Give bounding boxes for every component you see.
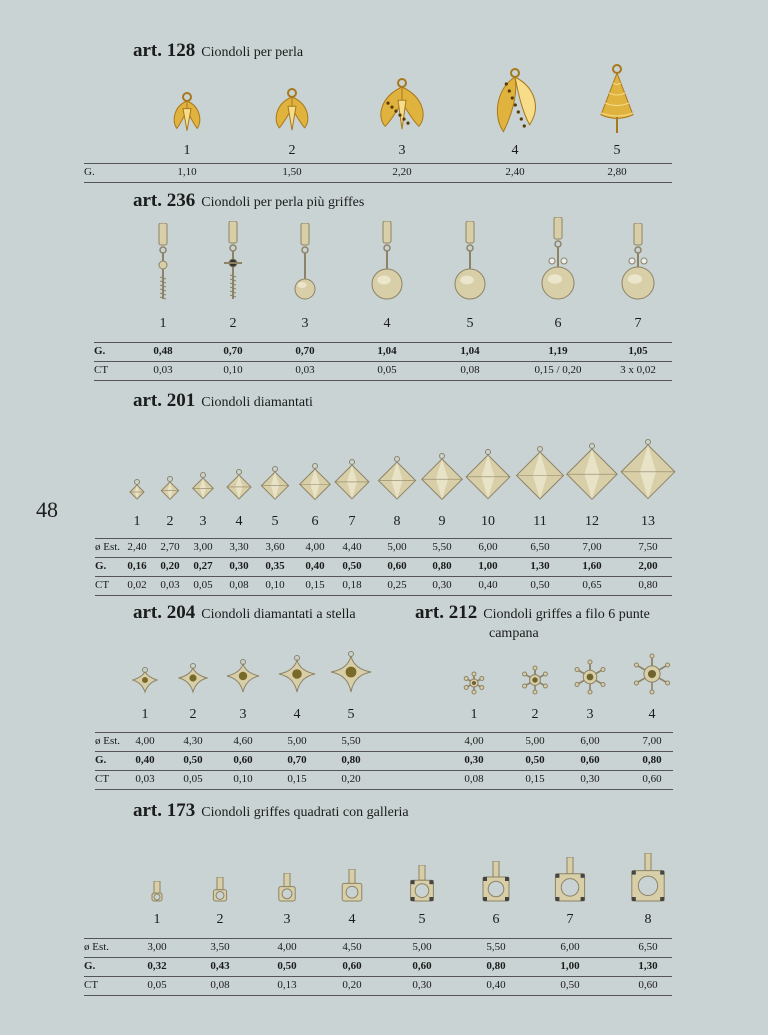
spec-cell: 0,60 xyxy=(642,773,662,785)
item-number: 1 xyxy=(133,514,141,529)
spec-cell: 0,03 xyxy=(160,579,180,591)
pendant-image xyxy=(259,465,290,505)
spec-cell: 7,50 xyxy=(638,541,658,553)
spec-cell: 6,00 xyxy=(580,735,600,747)
spec-cell: 4,40 xyxy=(342,541,362,553)
item-number: 4 xyxy=(348,912,356,927)
item-number: 2 xyxy=(288,143,296,158)
spec-row xyxy=(95,752,673,771)
spec-cell: 0,03 xyxy=(295,364,315,376)
spec-cell: 0,80 xyxy=(486,960,506,972)
spec-cell: 0,50 xyxy=(525,754,545,766)
spec-cell: 0,15 xyxy=(525,773,545,785)
pendant-image xyxy=(191,471,216,505)
spec-cell: 4,00 xyxy=(135,735,155,747)
spec-cell: 0,10 xyxy=(223,364,243,376)
spec-cell: 0,30 xyxy=(412,979,432,991)
spec-cell: 7,00 xyxy=(582,541,602,553)
section-title-212 xyxy=(415,602,650,624)
pendant-image xyxy=(340,869,364,910)
spec-cell: 4,60 xyxy=(233,735,253,747)
pendant-image xyxy=(150,881,164,910)
spec-cell: 0,50 xyxy=(530,579,550,591)
spec-cell: 2,40 xyxy=(127,541,147,553)
spec-cell: 0,60 xyxy=(638,979,658,991)
spec-table xyxy=(95,732,673,790)
spec-cell: 5,00 xyxy=(387,541,407,553)
spec-cell: 0,40 xyxy=(486,979,506,991)
spec-table xyxy=(84,938,672,996)
item-number: 3 xyxy=(199,514,207,529)
row-label: CT xyxy=(95,579,110,591)
spec-row xyxy=(84,958,672,977)
row-label: CT xyxy=(84,979,99,991)
spec-cell: 0,65 xyxy=(582,579,602,591)
item-number: 5 xyxy=(271,514,279,529)
art-number: art. 204 xyxy=(133,602,196,623)
pendant-image xyxy=(128,478,146,505)
spec-cell: 0,30 xyxy=(432,579,452,591)
row-label: G. xyxy=(95,560,107,572)
pendant-image xyxy=(520,665,550,700)
spec-cell: 0,18 xyxy=(342,579,362,591)
spec-cell: 0,05 xyxy=(147,979,167,991)
pendant-image xyxy=(159,475,180,505)
item-number: 4 xyxy=(383,316,391,331)
spec-cell: 1,00 xyxy=(560,960,580,972)
item-number: 3 xyxy=(283,912,291,927)
item-number: 11 xyxy=(533,514,547,529)
art-description-line2: campana xyxy=(489,626,539,641)
row-label: ø Est. xyxy=(95,541,121,553)
spec-cell: 0,08 xyxy=(210,979,230,991)
art-number: art. 212 xyxy=(415,602,478,623)
spec-cell: 0,50 xyxy=(277,960,297,972)
item-number: 5 xyxy=(418,912,426,927)
spec-cell: 3,30 xyxy=(229,541,249,553)
spec-row xyxy=(84,939,672,958)
spec-row xyxy=(95,539,672,558)
pendant-image xyxy=(225,468,253,505)
pendant-image xyxy=(481,861,511,910)
item-number: 4 xyxy=(235,514,243,529)
section-title-201 xyxy=(133,390,313,412)
spec-cell: 4,00 xyxy=(277,941,297,953)
spec-cell: 5,50 xyxy=(486,941,506,953)
pendant-image xyxy=(539,217,577,308)
item-number: 4 xyxy=(293,707,301,722)
spec-cell: 3,50 xyxy=(210,941,230,953)
spec-cell: 1,50 xyxy=(282,166,302,178)
item-number: 1 xyxy=(153,912,161,927)
item-number: 2 xyxy=(229,316,237,331)
pendant-image xyxy=(515,445,566,505)
pendant-image xyxy=(333,458,371,505)
spec-cell: 1,10 xyxy=(177,166,197,178)
spec-cell: 0,40 xyxy=(305,560,325,572)
spec-cell: 5,00 xyxy=(287,735,307,747)
spec-cell: 0,30 xyxy=(464,754,484,766)
spec-cell: 2,00 xyxy=(638,560,658,572)
spec-cell: 3,60 xyxy=(265,541,285,553)
spec-cell: 0,60 xyxy=(412,960,432,972)
pendant-image xyxy=(178,663,208,700)
item-number: 10 xyxy=(481,514,495,529)
row-label: CT xyxy=(95,773,110,785)
item-number: 8 xyxy=(644,912,652,927)
pendant-image xyxy=(620,223,656,308)
spec-cell: 0,08 xyxy=(460,364,480,376)
spec-row xyxy=(95,577,672,596)
spec-cell: 0,70 xyxy=(223,345,243,357)
pendant-image xyxy=(462,671,486,700)
spec-cell: 0,50 xyxy=(183,754,203,766)
item-number: 6 xyxy=(311,514,319,529)
row-label: G. xyxy=(95,754,107,766)
spec-cell: 0,05 xyxy=(183,773,203,785)
spec-cell: 0,32 xyxy=(147,960,167,972)
spec-row xyxy=(84,164,672,183)
item-number: 6 xyxy=(492,912,500,927)
spec-cell: 6,00 xyxy=(560,941,580,953)
spec-table xyxy=(94,342,672,381)
pendant-image xyxy=(277,873,297,910)
pendant-image xyxy=(271,87,313,140)
pendant-image xyxy=(464,448,512,505)
spec-cell: 5,50 xyxy=(341,735,361,747)
spec-cell: 0,50 xyxy=(560,979,580,991)
section-title-204 xyxy=(133,602,356,624)
spec-cell: 3,00 xyxy=(193,541,213,553)
item-number: 8 xyxy=(393,514,401,529)
row-label: G. xyxy=(84,166,95,178)
pendant-image xyxy=(630,853,666,910)
spec-cell: 4,50 xyxy=(342,941,362,953)
spec-cell: 0,03 xyxy=(135,773,155,785)
art-number: art. 201 xyxy=(133,390,196,411)
pendant-image xyxy=(222,221,244,308)
spec-cell: 2,70 xyxy=(160,541,180,553)
item-number: 2 xyxy=(189,707,197,722)
spec-cell: 0,15 xyxy=(305,579,325,591)
item-number: 7 xyxy=(566,912,574,927)
spec-cell: 0,15 / 0,20 xyxy=(534,364,582,376)
item-number: 2 xyxy=(216,912,224,927)
item-number: 5 xyxy=(347,707,355,722)
spec-cell: 0,25 xyxy=(387,579,407,591)
pendant-image xyxy=(298,462,333,506)
spec-row xyxy=(94,343,672,362)
spec-cell: 5,00 xyxy=(412,941,432,953)
row-label: CT xyxy=(94,364,109,376)
pendant-image xyxy=(374,77,430,140)
item-number: 4 xyxy=(511,143,519,158)
spec-cell: 0,30 xyxy=(580,773,600,785)
spec-cell: 3,00 xyxy=(147,941,167,953)
pendant-image xyxy=(226,659,260,700)
spec-cell: 0,35 xyxy=(265,560,285,572)
pendant-image xyxy=(565,442,619,505)
spec-cell: 0,10 xyxy=(233,773,253,785)
spec-cell: 5,00 xyxy=(525,735,545,747)
pendant-image xyxy=(619,438,677,505)
page-number: 48 xyxy=(36,497,58,522)
item-number: 3 xyxy=(239,707,247,722)
pendant-image xyxy=(211,877,228,910)
section-title-173 xyxy=(133,800,409,822)
spec-cell: 0,15 xyxy=(287,773,307,785)
art-description: Ciondoli per perla xyxy=(201,45,304,60)
spec-cell: 0,40 xyxy=(478,579,498,591)
spec-cell: 1,30 xyxy=(530,560,550,572)
pendant-image xyxy=(420,452,464,505)
spec-cell: 2,80 xyxy=(607,166,627,178)
pendant-image xyxy=(409,865,436,910)
spec-cell: 0,13 xyxy=(277,979,297,991)
spec-table xyxy=(95,538,672,596)
spec-cell: 0,03 xyxy=(153,364,173,376)
item-number: 3 xyxy=(301,316,309,331)
spec-cell: 0,70 xyxy=(287,754,307,766)
spec-cell: 0,30 xyxy=(229,560,249,572)
spec-cell: 4,00 xyxy=(464,735,484,747)
pendant-image xyxy=(170,91,204,140)
spec-cell: 6,00 xyxy=(478,541,498,553)
item-number: 1 xyxy=(159,316,167,331)
spec-cell: 0,20 xyxy=(160,560,180,572)
spec-cell: 1,05 xyxy=(628,345,648,357)
item-number: 7 xyxy=(348,514,356,529)
spec-cell: 0,80 xyxy=(432,560,452,572)
spec-cell: 0,60 xyxy=(233,754,253,766)
spec-cell: 0,08 xyxy=(464,773,484,785)
pendant-image xyxy=(132,667,158,700)
spec-cell: 1,04 xyxy=(377,345,397,357)
art-description: Ciondoli diamantati a stella xyxy=(201,607,356,622)
spec-cell: 2,40 xyxy=(505,166,525,178)
row-label: ø Est. xyxy=(95,735,121,747)
spec-cell: 0,48 xyxy=(153,345,173,357)
spec-row xyxy=(95,558,672,577)
pendant-image xyxy=(370,221,404,308)
pendant-image xyxy=(572,659,608,700)
spec-cell: 0,43 xyxy=(210,960,230,972)
spec-cell: 0,02 xyxy=(127,579,147,591)
art-description: Ciondoli griffes quadrati con galleria xyxy=(201,805,409,820)
item-number: 1 xyxy=(141,707,149,722)
spec-cell: 1,04 xyxy=(460,345,480,357)
spec-cell: 0,05 xyxy=(377,364,397,376)
spec-cell: 0,16 xyxy=(127,560,147,572)
spec-cell: 3 x 0,02 xyxy=(620,364,656,376)
spec-cell: 7,00 xyxy=(642,735,662,747)
section-title-128 xyxy=(133,40,303,62)
item-number: 6 xyxy=(554,316,562,331)
item-number: 13 xyxy=(641,514,655,529)
spec-cell: 0,27 xyxy=(193,560,213,572)
spec-cell: 1,60 xyxy=(582,560,602,572)
spec-cell: 2,20 xyxy=(392,166,412,178)
pendant-image xyxy=(376,455,417,505)
spec-cell: 0,08 xyxy=(229,579,249,591)
spec-cell: 0,40 xyxy=(135,754,155,766)
art-number: art. 236 xyxy=(133,190,196,211)
spec-cell: 0,10 xyxy=(265,579,285,591)
spec-table xyxy=(84,163,672,183)
section-title-236 xyxy=(133,190,364,212)
art-number: art. 173 xyxy=(133,800,196,821)
spec-cell: 0,70 xyxy=(295,345,315,357)
spec-cell: 6,50 xyxy=(638,941,658,953)
item-number: 7 xyxy=(634,316,642,331)
spec-cell: 0,60 xyxy=(580,754,600,766)
item-number: 9 xyxy=(438,514,446,529)
spec-cell: 0,80 xyxy=(642,754,662,766)
spec-cell: 0,20 xyxy=(342,979,362,991)
row-label: G. xyxy=(94,345,106,357)
art-description: Ciondoli per perla più griffes xyxy=(201,195,365,210)
item-number: 2 xyxy=(531,707,539,722)
spec-cell: 0,60 xyxy=(387,560,407,572)
pendant-image xyxy=(553,857,586,910)
pendant-image xyxy=(278,655,316,700)
spec-cell: 4,00 xyxy=(305,541,325,553)
item-number: 1 xyxy=(183,143,191,158)
spec-cell: 0,50 xyxy=(342,560,362,572)
spec-cell: 1,30 xyxy=(638,960,658,972)
item-number: 3 xyxy=(586,707,594,722)
spec-cell: 0,05 xyxy=(193,579,213,591)
item-number: 5 xyxy=(466,316,474,331)
item-number: 4 xyxy=(648,707,656,722)
pendant-image xyxy=(453,221,487,308)
spec-cell: 1,19 xyxy=(548,345,568,357)
pendant-image xyxy=(330,651,372,700)
pendant-image xyxy=(153,223,173,308)
item-number: 2 xyxy=(166,514,174,529)
spec-cell: 6,50 xyxy=(530,541,550,553)
item-number: 3 xyxy=(398,143,406,158)
spec-row xyxy=(95,771,673,790)
spec-cell: 4,30 xyxy=(183,735,203,747)
row-label: G. xyxy=(84,960,96,972)
spec-cell: 5,50 xyxy=(432,541,452,553)
spec-row xyxy=(94,362,672,381)
spec-cell: 1,00 xyxy=(478,560,498,572)
art-number: art. 128 xyxy=(133,40,196,61)
spec-cell: 0,60 xyxy=(342,960,362,972)
row-label: ø Est. xyxy=(84,941,110,953)
pendant-image xyxy=(486,67,544,140)
art-description: Ciondoli griffes a filo 6 punte xyxy=(483,607,650,622)
item-number: 12 xyxy=(585,514,599,529)
item-number: 5 xyxy=(613,143,621,158)
pendant-image xyxy=(294,223,316,308)
art-description: Ciondoli diamantati xyxy=(201,395,313,410)
spec-cell: 0,80 xyxy=(341,754,361,766)
pendant-image xyxy=(631,653,673,700)
spec-row xyxy=(95,733,673,752)
spec-cell: 0,80 xyxy=(638,579,658,591)
pendant-image xyxy=(597,63,637,140)
spec-cell: 0,20 xyxy=(341,773,361,785)
item-number: 1 xyxy=(470,707,478,722)
spec-row xyxy=(84,977,672,996)
